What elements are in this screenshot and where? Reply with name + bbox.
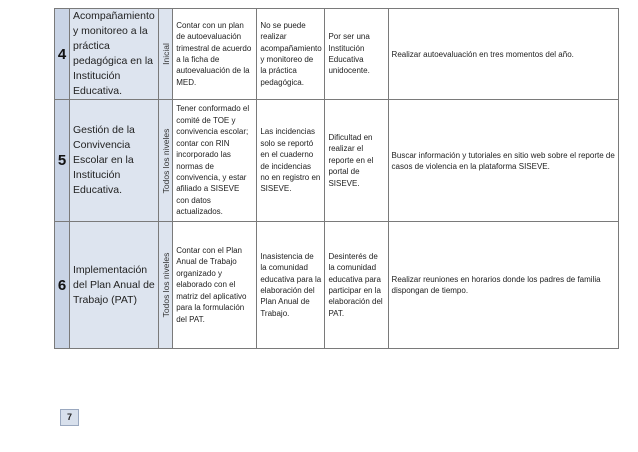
debilidad-cell: Inasistencia de la comunidad educativa para la elaboración del Plan Anual de Trabajo. [257,222,325,349]
level-cell [159,100,173,222]
alternativa-cell: Realizar autoevaluación en tres momentos del año. [388,9,618,100]
row-number: 5 [55,100,70,222]
debilidad-cell: No se puede realizar acompañamiento y monitoreo de la práctica pedagógica. [257,9,325,100]
area-name: Gestión de la Convivencia Escolar en la Institución Educativa. [70,100,159,222]
level-cell [159,222,173,349]
page-number: 7 [60,409,79,426]
problema-cell: Dificultad en realizar el reporte en el portal de SISEVE. [325,100,388,222]
area-name: Acompañamiento y monitoreo a la práctica pedagógica en la Institución Educativa. [70,9,159,100]
table-row [55,100,619,222]
fortaleza-cell: Contar con el Plan Anual de Trabajo organizado y elaborado con el matriz del aplicativo para la formulación del PAT. [173,222,257,349]
level-label: Todos los niveles [160,252,171,318]
table-row [55,9,619,100]
alternativa-cell: Buscar información y tutoriales en sitio web sobre el reporte de casos de violencia en la plataforma SISEVE. [388,100,618,222]
row-number: 4 [55,9,70,100]
level-cell [159,9,173,100]
problema-cell: Desinterés de la comunidad educativa para participar en la elaboración del PAT. [325,222,388,349]
problema-cell: Por ser una Institución Educativa unidocente. [325,9,388,100]
table-row [55,222,619,349]
level-label: Todos los niveles [160,128,171,193]
row-number: 6 [55,222,70,349]
area-name: Implementación del Plan Anual de Trabajo (PAT) [70,222,159,349]
debilidad-cell: Las incidencias solo se reportó en el cuaderno de incidencias no en registro en SISEVE. [257,100,325,222]
alternativa-cell: Realizar reuniones en horarios donde los padres de familia dispongan de tiempo. [388,222,618,349]
diagnosis-table [54,8,619,349]
level-label: Inicial [160,43,171,65]
fortaleza-cell: Contar con un plan de autoevaluación trimestral de acuerdo a la ficha de autoevaluación de la MED. [173,9,257,100]
fortaleza-cell: Tener conformado el comité de TOE y convivencia escolar; contar con RIN incorporado las normas de convivencia, y estar afiliado a SISEVE con datos actualizados. [173,100,257,222]
